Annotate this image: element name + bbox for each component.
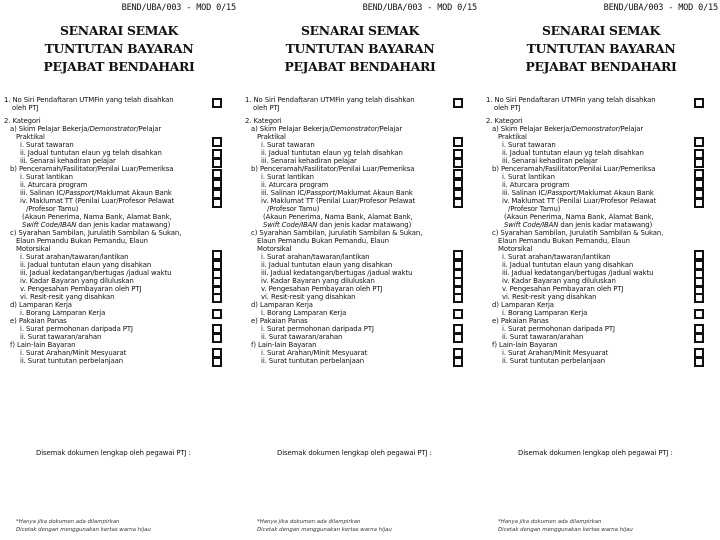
checkbox[interactable]	[694, 98, 704, 108]
checklist-line: ii. Jadual tuntutan elaun yg telah disahkan	[20, 149, 162, 157]
checklist-line: c) Syarahan Sambilan, Jurulatih Sambilan & Sukan,	[492, 229, 664, 237]
footnote-paper-color: Dicetak dengan menggunakan kertas warna hijau	[257, 527, 392, 533]
checklist-line: ii. Surat tawaran/arahan	[502, 333, 584, 341]
checklist-line: oleh PTJ	[253, 104, 280, 112]
checkbox[interactable]	[694, 333, 704, 343]
checklist-line: 1. No Siri Pendaftaran UTMFin yang telah disahkan	[245, 96, 415, 104]
checkbox[interactable]	[453, 198, 463, 208]
form-title	[482, 22, 720, 76]
checklist-line: iii. Salinan IC/Passport/Maklumat Akaun Bank	[20, 189, 172, 197]
checklist-line: b) Penceramah/Fasilitator/Penilai Luar/Pemeriksa	[10, 165, 174, 173]
checklist-line: a) Skim Pelajar Bekerja/Demonstrator/Pelajar	[251, 125, 403, 133]
checkbox[interactable]	[212, 293, 222, 303]
checklist-line: Motorsikal	[257, 245, 292, 253]
checklist-line: d) Lamparan Kerja	[251, 301, 313, 309]
checklist-line: oleh PTJ	[12, 104, 39, 112]
checkbox[interactable]	[212, 137, 222, 147]
footnote-paper-color: Dicetak dengan menggunakan kertas warna hijau	[498, 527, 633, 533]
form-title	[241, 22, 479, 76]
checklist-line: i. Surat permohonan daripada PTJ	[261, 325, 374, 333]
form-title-line: SENARAI SEMAK	[60, 23, 178, 38]
checklist-line: Motorsikal	[16, 245, 51, 253]
form-title-line: SENARAI SEMAK	[301, 23, 419, 38]
checklist-line: i. Surat permohonan daripada PTJ	[20, 325, 133, 333]
checkbox[interactable]	[694, 309, 704, 319]
checkbox[interactable]	[694, 179, 704, 189]
checklist-line: ii. Aturcara program	[502, 181, 570, 189]
checklist-line: ii. Surat tuntutan perbelanjaan	[20, 357, 124, 365]
checklist-line: i. Borang Lamparan Kerja	[261, 309, 347, 317]
form-title-line: SENARAI SEMAK	[542, 23, 660, 38]
checklist-line: i. Borang Lamparan Kerja	[20, 309, 106, 317]
checkbox[interactable]	[453, 357, 463, 367]
checkbox[interactable]	[212, 309, 222, 319]
footnote-attachment: *Hanya jika dokumen ada dilampirkan	[16, 519, 120, 525]
checklist-line: i. Surat arahan/tawaran/lantikan	[261, 253, 370, 261]
checklist-line: iii. Jadual kedatangan/bertugas /jadual waktu	[502, 269, 654, 277]
checklist-line: i. Surat permohonan daripada PTJ	[502, 325, 615, 333]
checklist-line: Praktikal	[498, 133, 527, 141]
checklist-line: 1. No Siri Pendaftaran UTMFin yang telah disahkan	[486, 96, 656, 104]
checkbox[interactable]	[694, 137, 704, 147]
checklist-line: a) Skim Pelajar Bekerja/Demonstrator/Pelajar	[10, 125, 162, 133]
checklist-line: i. Surat tawaran	[261, 141, 315, 149]
form-title-line: TUNTUTAN BAYARAN	[526, 41, 676, 56]
checkbox[interactable]	[694, 169, 704, 179]
footnote-attachment: *Hanya jika dokumen ada dilampirkan	[257, 519, 361, 525]
checklist-line: i. Surat lantikan	[502, 173, 555, 181]
checklist-line: c) Syarahan Sambilan, Jurulatih Sambilan & Sukan,	[251, 229, 423, 237]
checklist-line: i. Surat lantikan	[20, 173, 73, 181]
checklist-line: i. Surat tawaran	[502, 141, 556, 149]
checkbox[interactable]	[453, 158, 463, 168]
checklist-line: 2. Kategori	[245, 117, 282, 125]
checklist-line: vi. Resit-resit yang disahkan	[20, 293, 115, 301]
checklist-line: oleh PTJ	[494, 104, 521, 112]
checklist-line: ii. Aturcara program	[20, 181, 88, 189]
checklist-line: ii. Jadual tuntutan elaun yg telah disahkan	[261, 149, 403, 157]
checklist-copy-1	[0, 0, 238, 540]
checklist-line: v. Pengesahan Pembayaran oleh PTJ	[20, 285, 142, 293]
checklist-copy-3	[482, 0, 720, 540]
checklist-line: ii. Surat tawaran/arahan	[261, 333, 343, 341]
checklist-line: ii. Surat tuntutan perbelanjaan	[502, 357, 606, 365]
checkbox[interactable]	[694, 158, 704, 168]
form-title	[0, 22, 238, 76]
checklist-line: ii. Aturcara program	[261, 181, 329, 189]
checklist-line: Praktikal	[257, 133, 286, 141]
form-title-line: TUNTUTAN BAYARAN	[285, 41, 435, 56]
checklist-copy-2	[241, 0, 479, 540]
checklist-line: 1. No Siri Pendaftaran UTMFin yang telah disahkan	[4, 96, 174, 104]
checklist-line: vi. Resit-resit yang disahkan	[261, 293, 356, 301]
footnote-paper-color: Dicetak dengan menggunakan kertas warna hijau	[16, 527, 151, 533]
checklist-line: v. Pengesahan Pembayaran oleh PTJ	[261, 285, 383, 293]
verification-note: Disemak dokumen lengkap oleh pegawai PTJ :	[277, 449, 432, 457]
checkbox[interactable]	[212, 98, 222, 108]
checklist-line: Swift Code/IBAN dan jenis kadar matawang)	[504, 221, 653, 229]
checklist-line: i. Surat arahan/tawaran/lantikan	[20, 253, 129, 261]
form-code: BEND/UBA/003 - MOD 0/15	[362, 3, 477, 13]
checklist-line: f) Lain-lain Bayaran	[492, 341, 558, 349]
checklist-line: b) Penceramah/Fasilitator/Penilai Luar/Pemeriksa	[492, 165, 656, 173]
checklist-line: /Profesor Tamu)	[267, 205, 320, 213]
checkbox[interactable]	[694, 357, 704, 367]
form-code: BEND/UBA/003 - MOD 0/15	[121, 3, 236, 13]
checklist-line: ii. Surat tawaran/arahan	[20, 333, 102, 341]
verification-note: Disemak dokumen lengkap oleh pegawai PTJ :	[36, 449, 191, 457]
checklist-line: iv. Maklumat TT (Penilai Luar/Profesor Pelawat	[261, 197, 416, 205]
checklist-line: /Profesor Tamu)	[26, 205, 79, 213]
checklist-line: iii. Senarai kehadiran pelajar	[502, 157, 598, 165]
checklist-line: f) Lain-lain Bayaran	[251, 341, 317, 349]
checklist-line: iii. Salinan IC/Passport/Maklumat Akaun Bank	[261, 189, 413, 197]
checkbox[interactable]	[453, 333, 463, 343]
checklist-line: i. Surat arahan/tawaran/lantikan	[502, 253, 611, 261]
checkbox[interactable]	[212, 333, 222, 343]
checklist-line: Elaun Pemandu Bukan Pemandu, Elaun	[498, 237, 630, 245]
checklist-line: vi. Resit-resit yang disahkan	[502, 293, 597, 301]
checkbox[interactable]	[212, 158, 222, 168]
checklist-line: iii. Jadual kedatangan/bertugas /jadual waktu	[20, 269, 172, 277]
checklist-line: ii. Jadual tuntutan elaun yang disahkan	[20, 261, 152, 269]
checklist-line: ii. Jadual tuntutan elaun yg telah disahkan	[502, 149, 644, 157]
checklist-line: iii. Senarai kehadiran pelajar	[20, 157, 116, 165]
form-title-line: PEJABAT BENDAHARI	[525, 59, 677, 74]
checklist-line: iv. Kadar Bayaran yang diluluskan	[20, 277, 134, 285]
checkbox[interactable]	[212, 169, 222, 179]
checkbox[interactable]	[453, 169, 463, 179]
form-code: BEND/UBA/003 - MOD 0/15	[603, 3, 718, 13]
checklist-line: i. Surat Arahan/Minit Mesyuarat	[261, 349, 368, 357]
checklist-line: f) Lain-lain Bayaran	[10, 341, 76, 349]
checkbox[interactable]	[453, 309, 463, 319]
checklist-line: ii. Surat tuntutan perbelanjaan	[261, 357, 365, 365]
checkbox[interactable]	[694, 198, 704, 208]
checklist-line: i. Surat tawaran	[20, 141, 74, 149]
checkbox[interactable]	[212, 198, 222, 208]
checklist-line: iv. Maklumat TT (Penilai Luar/Profesor Pelawat	[20, 197, 175, 205]
checklist-line: i. Surat Arahan/Minit Mesyuarat	[502, 349, 609, 357]
checkbox[interactable]	[453, 179, 463, 189]
form-title-line: PEJABAT BENDAHARI	[284, 59, 436, 74]
checklist-line: b) Penceramah/Fasilitator/Penilai Luar/Pemeriksa	[251, 165, 415, 173]
checkbox[interactable]	[212, 357, 222, 367]
checklist-line: Elaun Pemandu Bukan Pemandu, Elaun	[257, 237, 389, 245]
checklist-line: Swift Code/IBAN dan jenis kadar matawang)	[22, 221, 171, 229]
checklist-line: Motorsikal	[498, 245, 533, 253]
checkbox[interactable]	[212, 250, 222, 260]
checkbox[interactable]	[694, 293, 704, 303]
checklist-line: e) Pakaian Panas	[251, 317, 308, 325]
footnote-attachment: *Hanya jika dokumen ada dilampirkan	[498, 519, 602, 525]
checklist-line: v. Pengesahan Pembayaran oleh PTJ	[502, 285, 624, 293]
checklist-line: Elaun Pemandu Bukan Pemandu, Elaun	[16, 237, 148, 245]
checklist-line: i. Borang Lamparan Kerja	[502, 309, 588, 317]
checklist-line: d) Lamparan Kerja	[10, 301, 72, 309]
checklist-line: ii. Jadual tuntutan elaun yang disahkan	[502, 261, 634, 269]
checkbox[interactable]	[212, 179, 222, 189]
checklist-line: 2. Kategori	[4, 117, 41, 125]
checklist-line: (Akaun Penerima, Nama Bank, Alamat Bank,	[22, 213, 172, 221]
checklist-line: e) Pakaian Panas	[492, 317, 549, 325]
checklist-line: a) Skim Pelajar Bekerja/Demonstrator/Pelajar	[492, 125, 644, 133]
checklist-line: ii. Jadual tuntutan elaun yang disahkan	[261, 261, 393, 269]
checkbox[interactable]	[453, 293, 463, 303]
checklist-line: iv. Kadar Bayaran yang diluluskan	[502, 277, 616, 285]
checklist-line: iv. Kadar Bayaran yang diluluskan	[261, 277, 375, 285]
checklist-line: iv. Maklumat TT (Penilai Luar/Profesor Pelawat	[502, 197, 657, 205]
checklist-line: /Profesor Tamu)	[508, 205, 561, 213]
checklist-line: Praktikal	[16, 133, 45, 141]
checklist-line: iii. Salinan IC/Passport/Maklumat Akaun Bank	[502, 189, 654, 197]
checklist-line: d) Lamparan Kerja	[492, 301, 554, 309]
form-title-line: TUNTUTAN BAYARAN	[44, 41, 194, 56]
checklist-line: i. Surat Arahan/Minit Mesyuarat	[20, 349, 127, 357]
checklist-line: Swift Code/IBAN dan jenis kadar matawang)	[263, 221, 412, 229]
form-title-line: PEJABAT BENDAHARI	[43, 59, 195, 74]
checkbox[interactable]	[453, 98, 463, 108]
checkbox[interactable]	[453, 250, 463, 260]
checklist-line: i. Surat lantikan	[261, 173, 314, 181]
checkbox[interactable]	[694, 250, 704, 260]
checklist-line: 2. Kategori	[486, 117, 523, 125]
checklist-line: c) Syarahan Sambilan, Jurulatih Sambilan & Sukan,	[10, 229, 182, 237]
checklist-line: (Akaun Penerima, Nama Bank, Alamat Bank,	[263, 213, 413, 221]
checklist-line: iii. Senarai kehadiran pelajar	[261, 157, 357, 165]
checklist-line: (Akaun Penerima, Nama Bank, Alamat Bank,	[504, 213, 654, 221]
verification-note: Disemak dokumen lengkap oleh pegawai PTJ :	[518, 449, 673, 457]
checkbox[interactable]	[453, 137, 463, 147]
checklist-line: iii. Jadual kedatangan/bertugas /jadual waktu	[261, 269, 413, 277]
checklist-line: e) Pakaian Panas	[10, 317, 67, 325]
